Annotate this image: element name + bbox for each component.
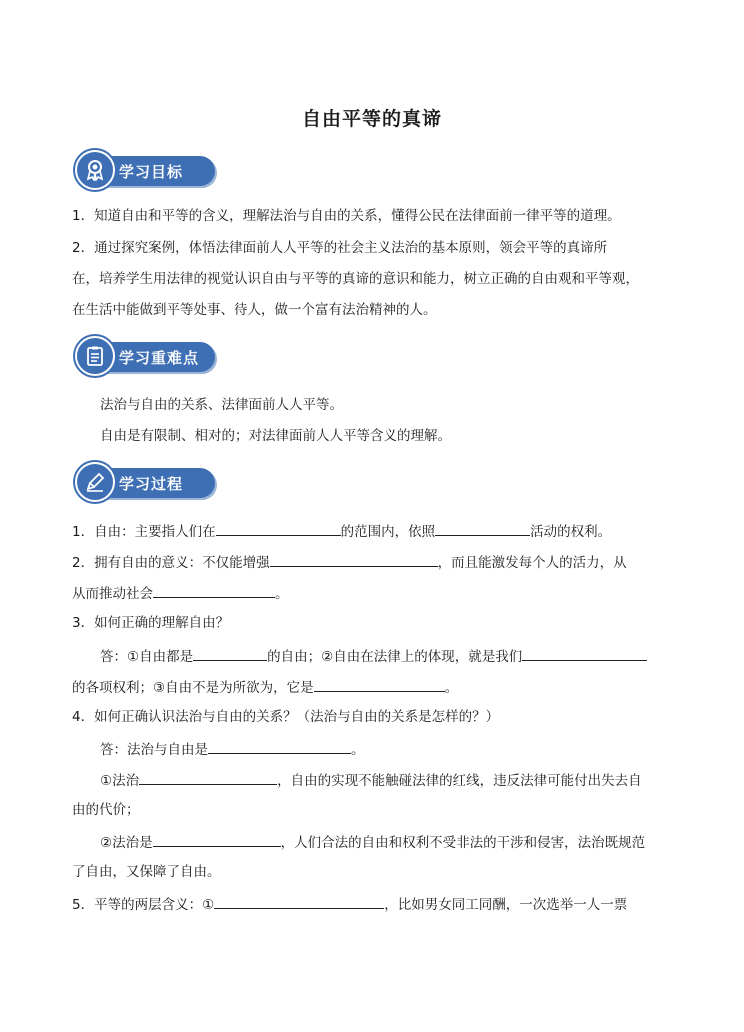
objective-line-4: 在生活中能做到平等处事、待人，做一个富有法治精神的人。 <box>72 302 437 318</box>
section-header-keypoints <box>75 336 220 374</box>
answer-blank[interactable] <box>216 521 341 536</box>
answer-blank[interactable] <box>270 552 438 567</box>
award-medal-icon <box>75 150 115 190</box>
question-4-point-1-line-1: ①法治 ，自由的实现不能触碰法律的红线，违反法律可能付出失去自 <box>100 770 700 790</box>
question-4-point-1-line-2: 由的代价； <box>72 802 140 818</box>
answer-blank[interactable] <box>153 583 275 598</box>
answer-blank[interactable] <box>139 770 277 785</box>
answer-blank[interactable] <box>214 894 384 909</box>
answer-blank[interactable] <box>522 646 647 661</box>
section-header-process <box>75 462 220 500</box>
question-2-line-1: 2．拥有自由的意义：不仅能增强 ，而且能激发每个人的活力，从 <box>72 552 672 572</box>
question-3-answer-line-1: 答：①自由都是 的自由；②自由在法律上的体现，就是我们 <box>100 646 700 666</box>
question-1: 1．自由：主要指人们在 的范围内，依照 活动的权利。 <box>72 521 672 541</box>
page-title: 自由平等的真谛 <box>301 108 442 130</box>
pencil-icon <box>75 462 115 502</box>
answer-blank[interactable] <box>208 739 351 754</box>
clipboard-icon <box>75 336 115 376</box>
question-4-answer: 答：法治与自由是 。 <box>100 739 700 759</box>
keypoint-line-1: 法治与自由的关系、法律面前人人平等。 <box>100 397 343 413</box>
question-4-point-2-line-1: ②法治是 ，人们合法的自由和权利不受非法的干涉和侵害，法治既规范 <box>100 832 700 852</box>
answer-blank[interactable] <box>435 521 530 536</box>
question-3-answer-line-2: 的各项权利；③自由不是为所欲为，它是 。 <box>72 677 672 697</box>
answer-blank[interactable] <box>314 677 445 692</box>
answer-blank[interactable] <box>153 832 281 847</box>
section-title: 学习过程 <box>119 475 184 493</box>
keypoint-line-2: 自由是有限制、相对的；对法律面前人人平等含义的理解。 <box>100 428 451 444</box>
question-2-line-2: 从而推动社会 。 <box>72 583 672 603</box>
question-4: 4．如何正确认识法治与自由的关系？（法治与自由的关系是怎样的？） <box>72 709 500 725</box>
section-title: 学习重难点 <box>119 349 200 367</box>
question-3: 3．如何正确的理解自由？ <box>72 615 230 631</box>
section-title: 学习目标 <box>119 163 184 181</box>
objective-line-3: 在，培养学生用法律的视觉认识自由与平等的真谛的意识和能力，树立正确的自由观和平等观， <box>72 271 639 287</box>
objective-line-2: 2．通过探究案例，体悟法律面前人人平等的社会主义法治的基本原则，领会平等的真谛所 <box>72 240 608 256</box>
answer-blank[interactable] <box>193 646 267 661</box>
section-header-objectives <box>75 150 220 188</box>
question-5: 5．平等的两层含义：① ，比如男女同工同酬，一次选举一人一票 <box>72 894 672 914</box>
question-4-point-2-line-2: 了自由，又保障了自由。 <box>72 864 221 880</box>
objective-line-1: 1．知道自由和平等的含义，理解法治与自由的关系，懂得公民在法律面前一律平等的道理。 <box>72 208 621 224</box>
